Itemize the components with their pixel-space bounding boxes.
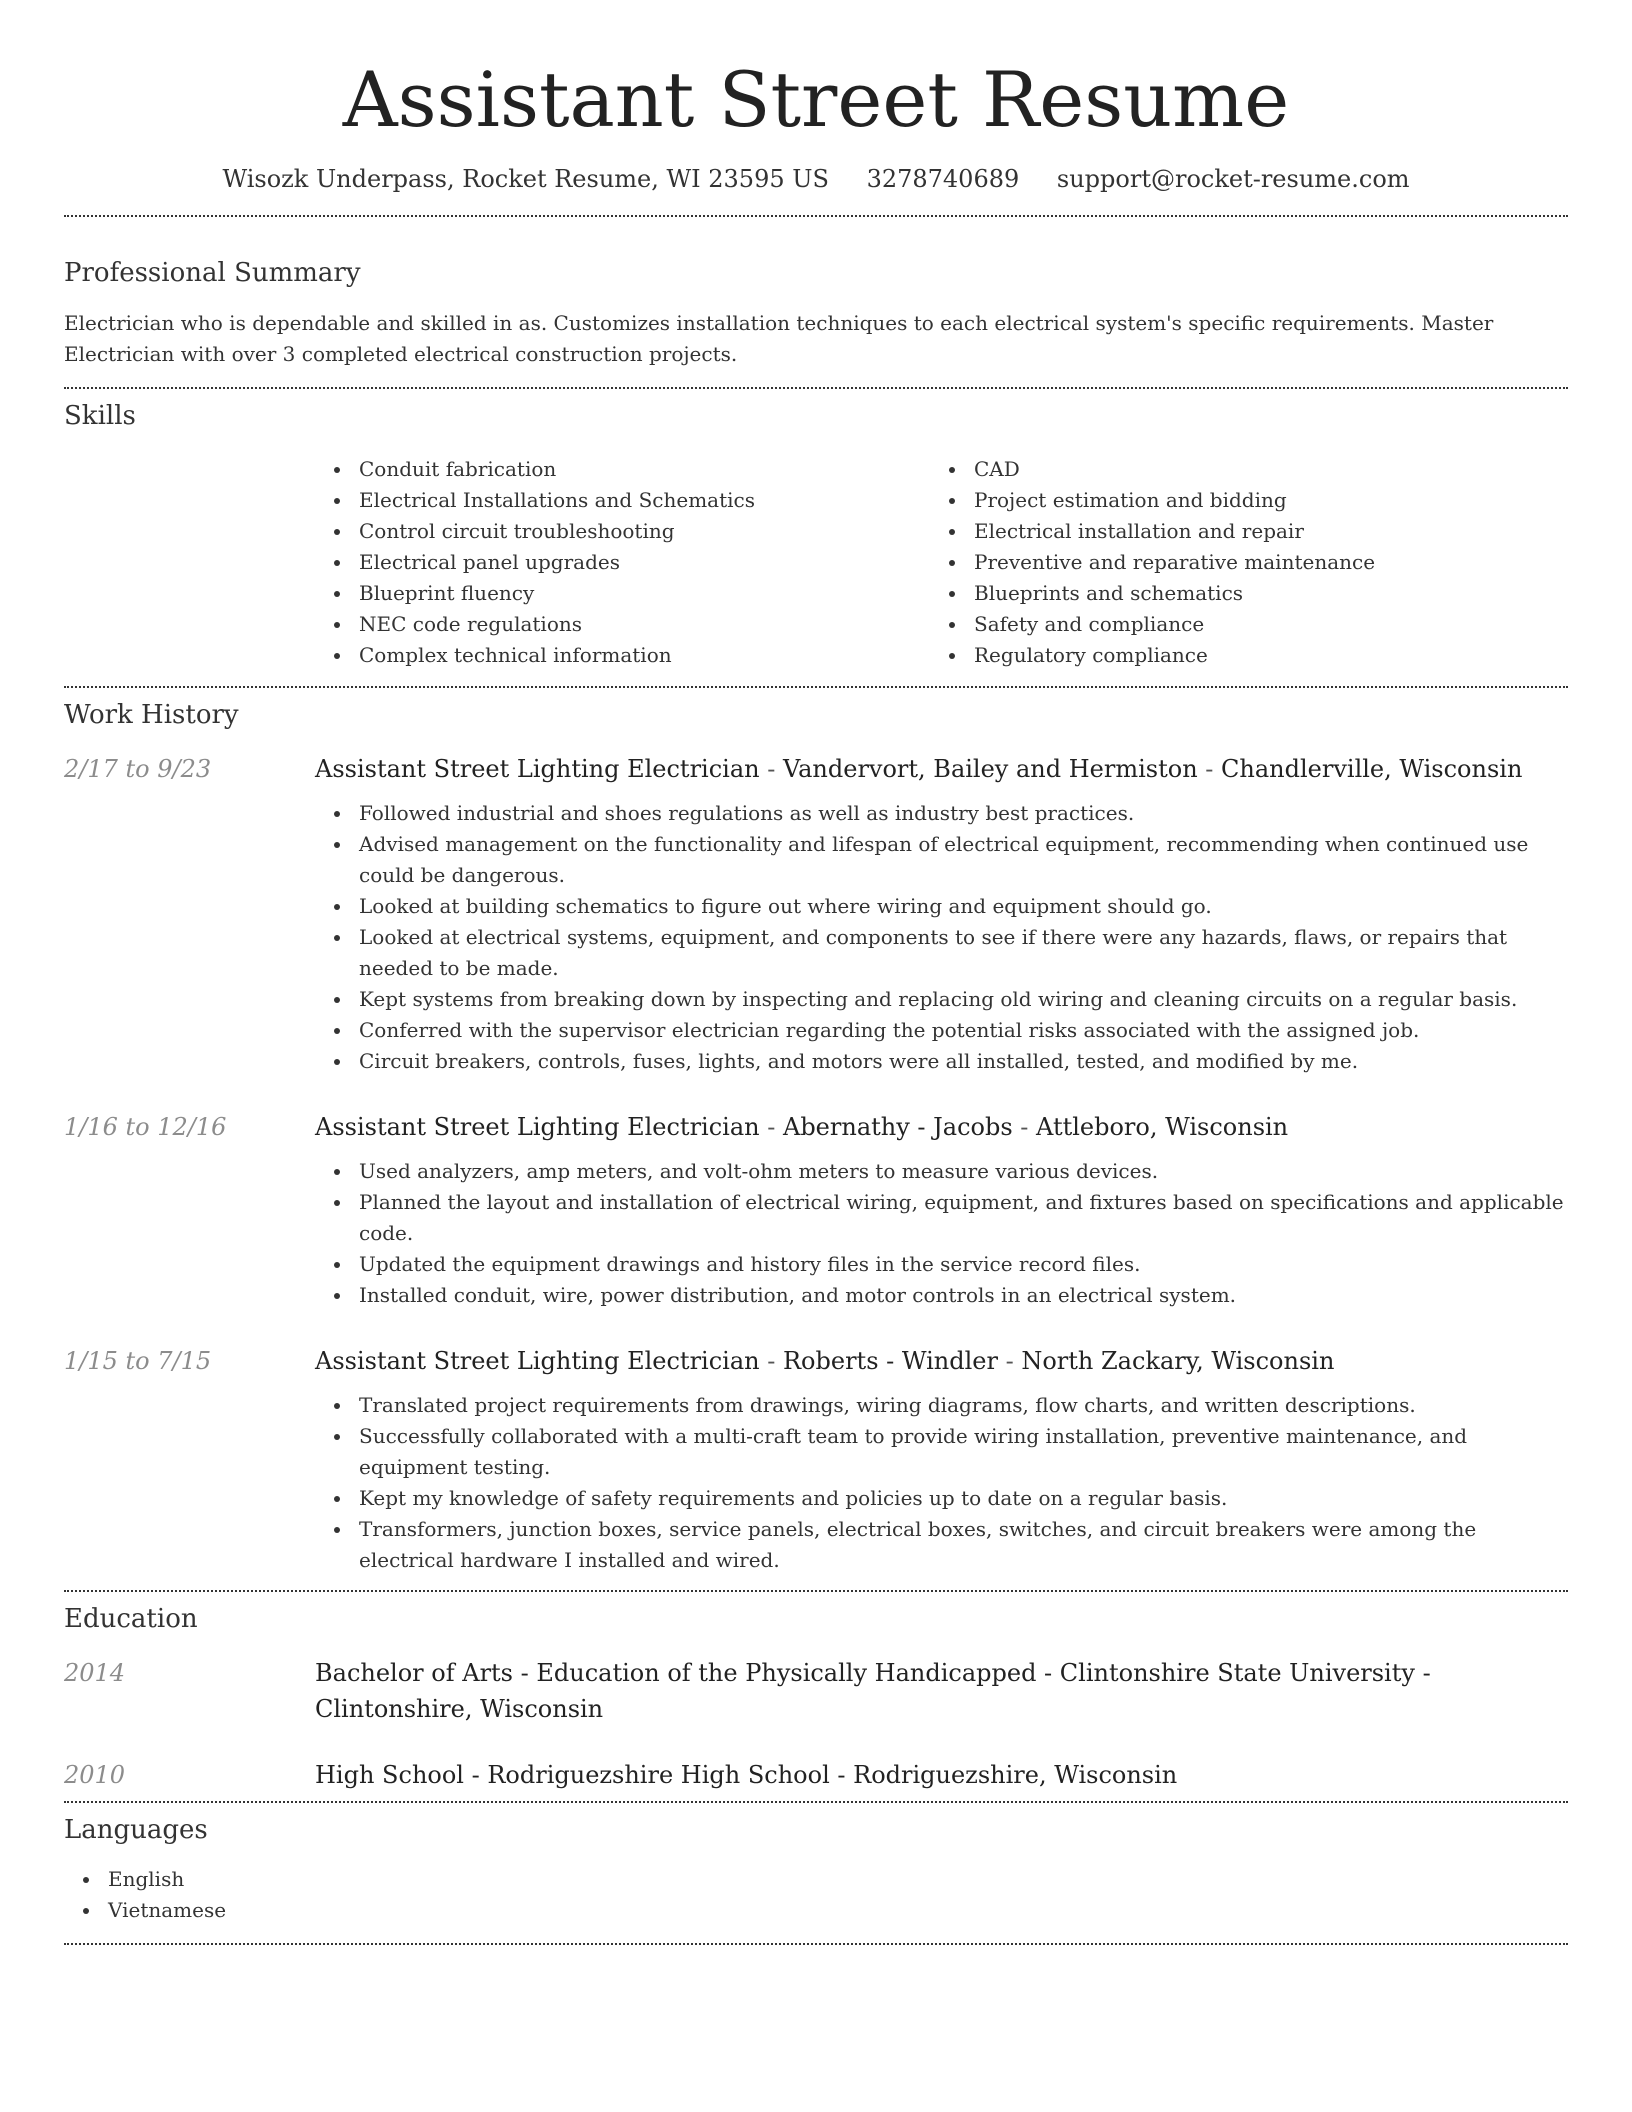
list-item: Kept systems from breaking down by inspecting and replacing old wiring and cleaning circuits on a regular basis. xyxy=(315,984,1568,1015)
job-title: Assistant Street Lighting Electrician xyxy=(315,755,760,783)
job-entry xyxy=(64,1343,1568,1576)
section-heading-languages: Languages xyxy=(64,1815,208,1845)
list-item: Kept my knowledge of safety requirements and policies up to date on a regular basis. xyxy=(315,1483,1568,1514)
list-item: CAD xyxy=(930,454,1545,485)
list-item: Planned the layout and installation of electrical wiring, equipment, and fixtures based on specifications and applicable code. xyxy=(315,1187,1568,1249)
list-item: Looked at building schematics to figure out where wiring and equipment should go. xyxy=(315,891,1568,922)
education-body xyxy=(315,1757,1568,1793)
education-date: 2010 xyxy=(64,1761,126,1789)
job-bullets xyxy=(315,1390,1568,1576)
job-heading: Assistant Street Lighting Electrician - Roberts - Windler - North Zackary, Wisconsin xyxy=(315,1347,1335,1375)
skills-column-left xyxy=(315,454,930,671)
section-divider xyxy=(64,1943,1568,1945)
education-text: Bachelor of Arts - Education of the Physically Handicapped - Clintonshire State University - Clintonshire, Wisconsin xyxy=(315,1659,1431,1723)
list-item: Project estimation and bidding xyxy=(930,485,1545,516)
section-divider xyxy=(64,1801,1568,1803)
list-item: Vietnamese xyxy=(64,1895,1568,1926)
list-item: Transformers, junction boxes, service panels, electrical boxes, switches, and circuit breakers were among the electrical hardware I installed and wired. xyxy=(315,1514,1568,1576)
contact-email: support@rocket-resume.com xyxy=(1056,165,1410,193)
list-item: Safety and compliance xyxy=(930,609,1545,640)
job-location: Attleboro, Wisconsin xyxy=(1036,1113,1289,1141)
list-item: Electrical panel upgrades xyxy=(315,547,930,578)
list-item: Updated the equipment drawings and history files in the service record files. xyxy=(315,1249,1568,1280)
job-bullets xyxy=(315,798,1568,1077)
job-title: Assistant Street Lighting Electrician xyxy=(315,1347,760,1375)
languages-list xyxy=(64,1864,1568,1926)
job-heading: Assistant Street Lighting Electrician - Vandervort, Bailey and Hermiston - Chandlerville, Wisconsin xyxy=(315,755,1523,783)
list-item: Blueprints and schematics xyxy=(930,578,1545,609)
job-entry xyxy=(64,1109,1568,1311)
job-bullets xyxy=(315,1156,1568,1311)
list-item: Conduit fabrication xyxy=(315,454,930,485)
list-item: Circuit breakers, controls, fuses, lights, and motors were all installed, tested, and modified by me. xyxy=(315,1046,1568,1077)
resume-title: Assistant Street Resume xyxy=(342,55,1290,144)
list-item: Complex technical information xyxy=(315,640,930,671)
skills-list xyxy=(315,454,1568,671)
education-entry xyxy=(64,1757,1568,1793)
list-item: Used analyzers, amp meters, and volt-ohm meters to measure various devices. xyxy=(315,1156,1568,1187)
contact-phone: 3278740689 xyxy=(866,165,1020,193)
job-location: North Zackary, Wisconsin xyxy=(1021,1347,1335,1375)
job-date: 1/15 to 7/15 xyxy=(64,1347,212,1375)
list-item: Regulatory compliance xyxy=(930,640,1545,671)
job-company: Roberts - Windler xyxy=(782,1347,998,1375)
list-item: Translated project requirements from drawings, wiring diagrams, flow charts, and written descriptions. xyxy=(315,1390,1568,1421)
education-date: 2014 xyxy=(64,1659,126,1687)
list-item: English xyxy=(64,1864,1568,1895)
contact-address: Wisozk Underpass, Rocket Resume, WI 23595 US xyxy=(222,165,829,193)
education-body xyxy=(315,1655,1568,1727)
list-item: Electrical installation and repair xyxy=(930,516,1545,547)
skills-column-right xyxy=(930,454,1545,671)
section-divider xyxy=(64,1590,1568,1592)
list-item: Advised management on the functionality and lifespan of electrical equipment, recommending when continued use could be dangerous. xyxy=(315,829,1568,891)
job-company: Abernathy - Jacobs xyxy=(782,1113,1013,1141)
section-heading-education: Education xyxy=(64,1604,198,1634)
job-company: Vandervort, Bailey and Hermiston xyxy=(782,755,1198,783)
education-text: High School - Rodriguezshire High School - Rodriguezshire, Wisconsin xyxy=(315,1761,1178,1789)
summary-text: Electrician who is dependable and skilled in as. Customizes installation techniques to each electrical system's specific requirements. Master Electrician with over 3 completed electrical construction projects. xyxy=(64,311,1494,366)
section-divider xyxy=(64,686,1568,688)
list-item: Conferred with the supervisor electrician regarding the potential risks associated with the assigned job. xyxy=(315,1015,1568,1046)
job-body xyxy=(315,1343,1568,1576)
section-divider xyxy=(64,387,1568,389)
list-item: Preventive and reparative maintenance xyxy=(930,547,1545,578)
resume-page xyxy=(64,0,1568,1945)
job-heading: Assistant Street Lighting Electrician - Abernathy - Jacobs - Attleboro, Wisconsin xyxy=(315,1113,1289,1141)
job-entry xyxy=(64,751,1568,1077)
list-item: Control circuit troubleshooting xyxy=(315,516,930,547)
list-item: Followed industrial and shoes regulations as well as industry best practices. xyxy=(315,798,1568,829)
section-heading-work-history: Work History xyxy=(64,700,239,730)
job-date: 2/17 to 9/23 xyxy=(64,755,212,783)
contact-line xyxy=(64,164,1568,194)
list-item: NEC code regulations xyxy=(315,609,930,640)
list-item: Looked at electrical systems, equipment, and components to see if there were any hazards, flaws, or repairs that needed to be made. xyxy=(315,922,1568,984)
job-body xyxy=(315,1109,1568,1311)
education-entry xyxy=(64,1655,1568,1727)
list-item: Blueprint fluency xyxy=(315,578,930,609)
job-location: Chandlerville, Wisconsin xyxy=(1221,755,1523,783)
job-body xyxy=(315,751,1568,1077)
job-title: Assistant Street Lighting Electrician xyxy=(315,1113,760,1141)
list-item: Electrical Installations and Schematics xyxy=(315,485,930,516)
section-divider xyxy=(64,215,1568,217)
list-item: Successfully collaborated with a multi-craft team to provide wiring installation, preventive maintenance, and equipment testing. xyxy=(315,1421,1568,1483)
section-heading-summary: Professional Summary xyxy=(64,258,361,288)
section-heading-skills: Skills xyxy=(64,401,136,431)
job-date: 1/16 to 12/16 xyxy=(64,1113,227,1141)
list-item: Installed conduit, wire, power distribution, and motor controls in an electrical system. xyxy=(315,1280,1568,1311)
